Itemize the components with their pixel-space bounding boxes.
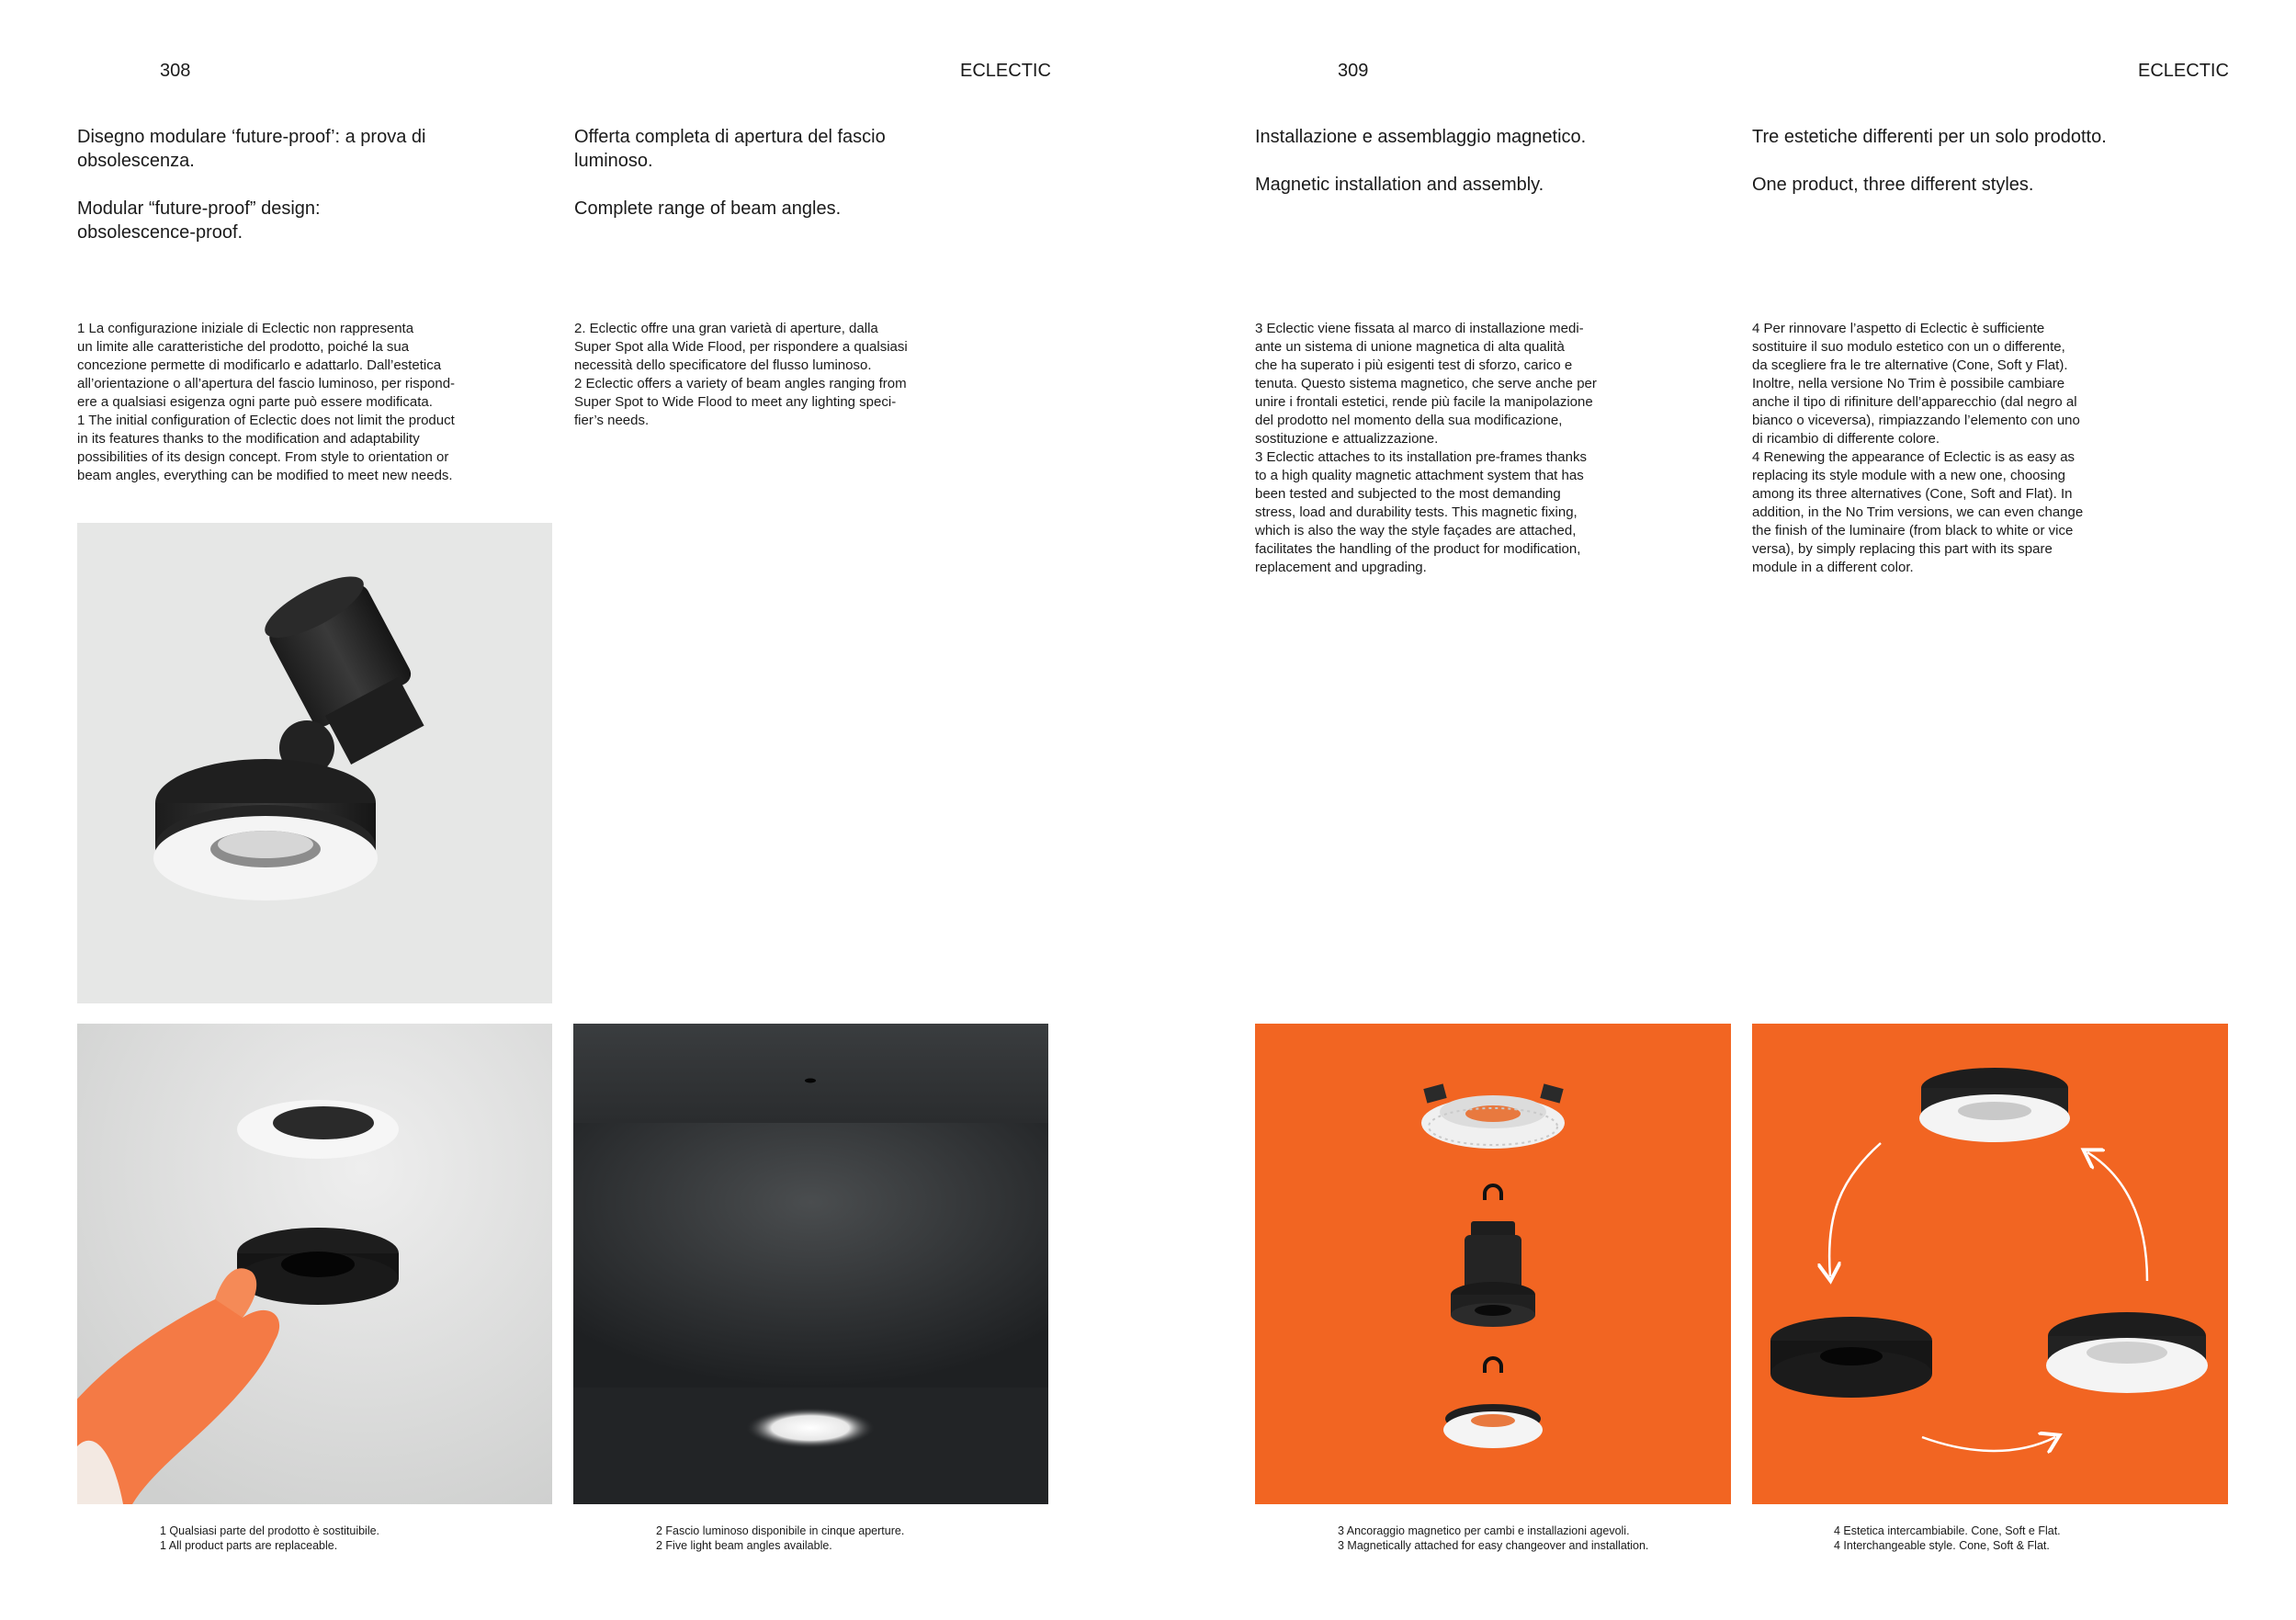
caption-replaceable-parts: 1 Qualsiasi parte del prodotto è sostituibile. 1 All product parts are replaceable.	[160, 1524, 380, 1552]
photo-hand-replacing-part	[77, 1024, 552, 1504]
illustration-interchangeable-styles	[1752, 1024, 2228, 1504]
body-modular-design: 1 La configurazione iniziale di Eclectic non rappresenta un limite alle caratteristiche del prodotto, poiché la sua concezione permette di modificarlo e adattarlo. Dall’estetica all’orientazione o all’apertura del fascio luminoso, per rispond- ere a qualsiasi esigenza ogni parte può essere modificata. 1 The initial configuration of Eclectic does not limit the product in its features thanks to the modification and adaptability possibilities of its design concept. From style to orientation or beam angles, everything can be modified to meet new needs.	[77, 321, 456, 483]
body-beam-angles: 2. Eclectic offre una gran varietà di aperture, dalla Super Spot alla Wide Flood, per rispondere a qualsiasi necessità dello specificatore del flusso luminoso. 2 Eclectic offers a variety of beam angles ranging from Super Spot to Wide Flood to meet any lighting speci- fier’s needs.	[574, 321, 908, 428]
photo-beam-in-dark-room	[573, 1024, 1048, 1504]
lead-modular-design: Disegno modulare ‘future-proof’: a prova di obsolescenza. Modular “future-proof” design: obsolescence-proof.	[77, 127, 426, 243]
lead-magnetic-installation: Installazione e assemblaggio magnetico. Magnetic installation and assembly.	[1255, 127, 1587, 195]
illustration-magnetic-assembly	[1255, 1024, 1731, 1504]
photo-adjustable-spotlight	[77, 523, 552, 1003]
lead-three-styles: Tre estetiche differenti per un solo prodotto. One product, three different styles.	[1752, 127, 2107, 195]
page-number-left: 308	[160, 61, 191, 81]
page-number-right: 309	[1338, 61, 1369, 81]
caption-magnetic-attachment: 3 Ancoraggio magnetico per cambi e installazioni agevoli. 3 Magnetically attached for easy changeover and installation.	[1338, 1524, 1649, 1552]
body-three-styles: 4 Per rinnovare l’aspetto di Eclectic è sufficiente sostituire il suo modulo estetico con un o differente, da scegliere fra le tre alternative (Cone, Soft y Flat). Inoltre, nella versione No Trim è possibile cambiare anche il tipo di rifiniture dell’apparecchio (dal negro al bianco o viceversa), rimpiazzando l’elemento con uno di ricambio di differente colore. 4 Renewing the appearance of Eclectic is as easy as replacing its style module with a new one, choosing among its three alternatives (Cone, Soft and Flat). In addition, in the No Trim versions, we can even change the finish of the luminaire (from black to white or vice versa), by simply replacing this part with its spare module in a different color.	[1752, 321, 2084, 575]
body-magnetic-installation: 3 Eclectic viene fissata al marco di installazione medi- ante un sistema di unione magnetica di alta qualità che ha superato i più esigenti test di sforzo, carico e tenuta. Questo sistema magnetico, che serve anche per unire i frontali estetici, rende più facile la manipolazione del prodotto nel momento della sua modificazione, sostituzione e attualizzazione. 3 Eclectic attaches to its installation pre-frames thanks to a high quality magnetic attachment system that has been tested and subjected to the most demanding stress, load and durability tests. This magnetic fixing, which is also the way the style façades are attached, facilitates the handling of the product for modification, replacement and upgrading.	[1255, 321, 1597, 575]
caption-interchangeable-style: 4 Estetica intercambiabile. Cone, Soft e Flat. 4 Interchangeable style. Cone, Soft & Flat.	[1834, 1524, 2061, 1552]
caption-five-beam-angles: 2 Fascio luminoso disponibile in cinque aperture. 2 Five light beam angles available.	[656, 1524, 905, 1552]
running-title-right: ECLECTIC	[2138, 61, 2229, 81]
lead-beam-angles: Offerta completa di apertura del fascio luminoso. Complete range of beam angles.	[574, 127, 886, 219]
running-title-left: ECLECTIC	[960, 61, 1051, 81]
